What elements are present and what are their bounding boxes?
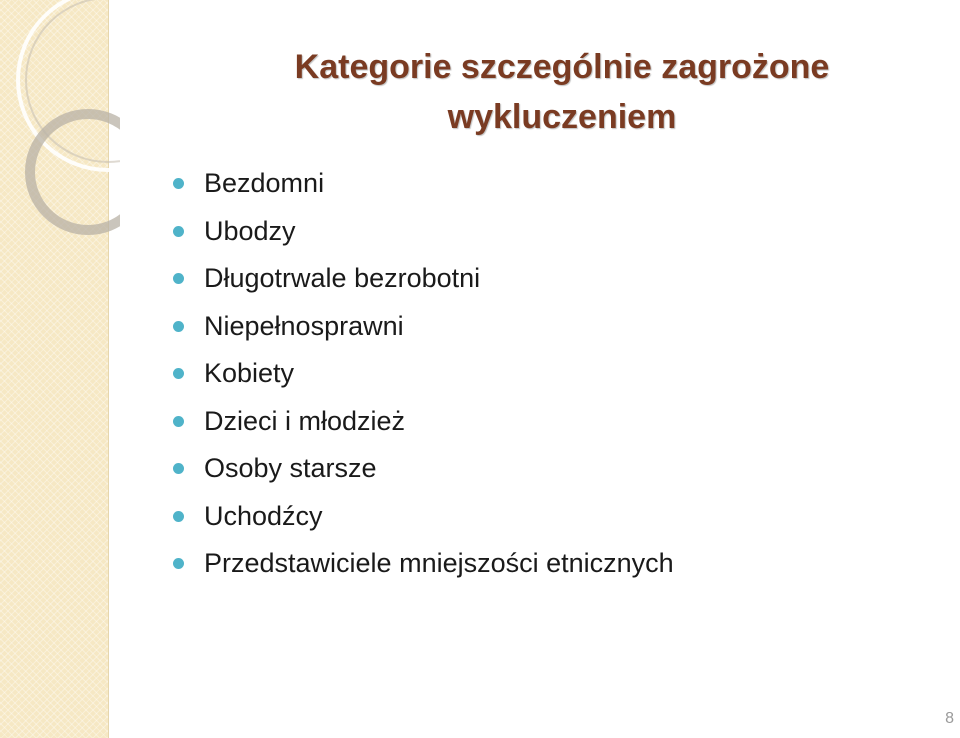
bullet-dot-icon <box>173 463 184 474</box>
list-item <box>170 303 674 351</box>
list-item <box>170 255 674 303</box>
list-item-text: Bezdomni <box>204 168 325 198</box>
list-item-text: Przedstawiciele mniejszości etnicznych <box>204 548 674 578</box>
list-item-text: Osoby starsze <box>204 453 377 483</box>
bullet-dot-icon <box>173 273 184 284</box>
decorative-rings-icon <box>0 0 120 260</box>
list-item <box>170 160 674 208</box>
bullet-dot-icon <box>173 558 184 569</box>
list-item <box>170 493 674 541</box>
page-number: 8 <box>945 710 954 727</box>
list-item-text: Dzieci i młodzież <box>204 405 406 436</box>
bullet-dot-icon <box>173 226 184 237</box>
list-item-text: Niepełnosprawni <box>204 310 404 341</box>
bullet-dot-icon <box>173 416 184 427</box>
list-item-text: Długotrwale bezrobotni <box>204 263 481 293</box>
list-item-text: Ubodzy <box>204 215 296 246</box>
bullet-dot-icon <box>173 178 184 189</box>
list-item <box>170 398 674 446</box>
list-item-text: Uchodźcy <box>204 500 323 531</box>
slide-title-line1: Kategorie szczególnie zagrożone <box>294 48 830 86</box>
list-item <box>170 350 674 398</box>
bullet-dot-icon <box>173 321 184 332</box>
slide-title-line2: wykluczeniem <box>447 98 677 136</box>
slide-title <box>222 42 902 142</box>
bullet-dot-icon <box>173 511 184 522</box>
list-item <box>170 540 674 588</box>
bullet-dot-icon <box>173 368 184 379</box>
list-item <box>170 445 674 493</box>
list-item <box>170 208 674 256</box>
bullet-list <box>170 160 674 588</box>
list-item-text: Kobiety <box>204 358 295 388</box>
